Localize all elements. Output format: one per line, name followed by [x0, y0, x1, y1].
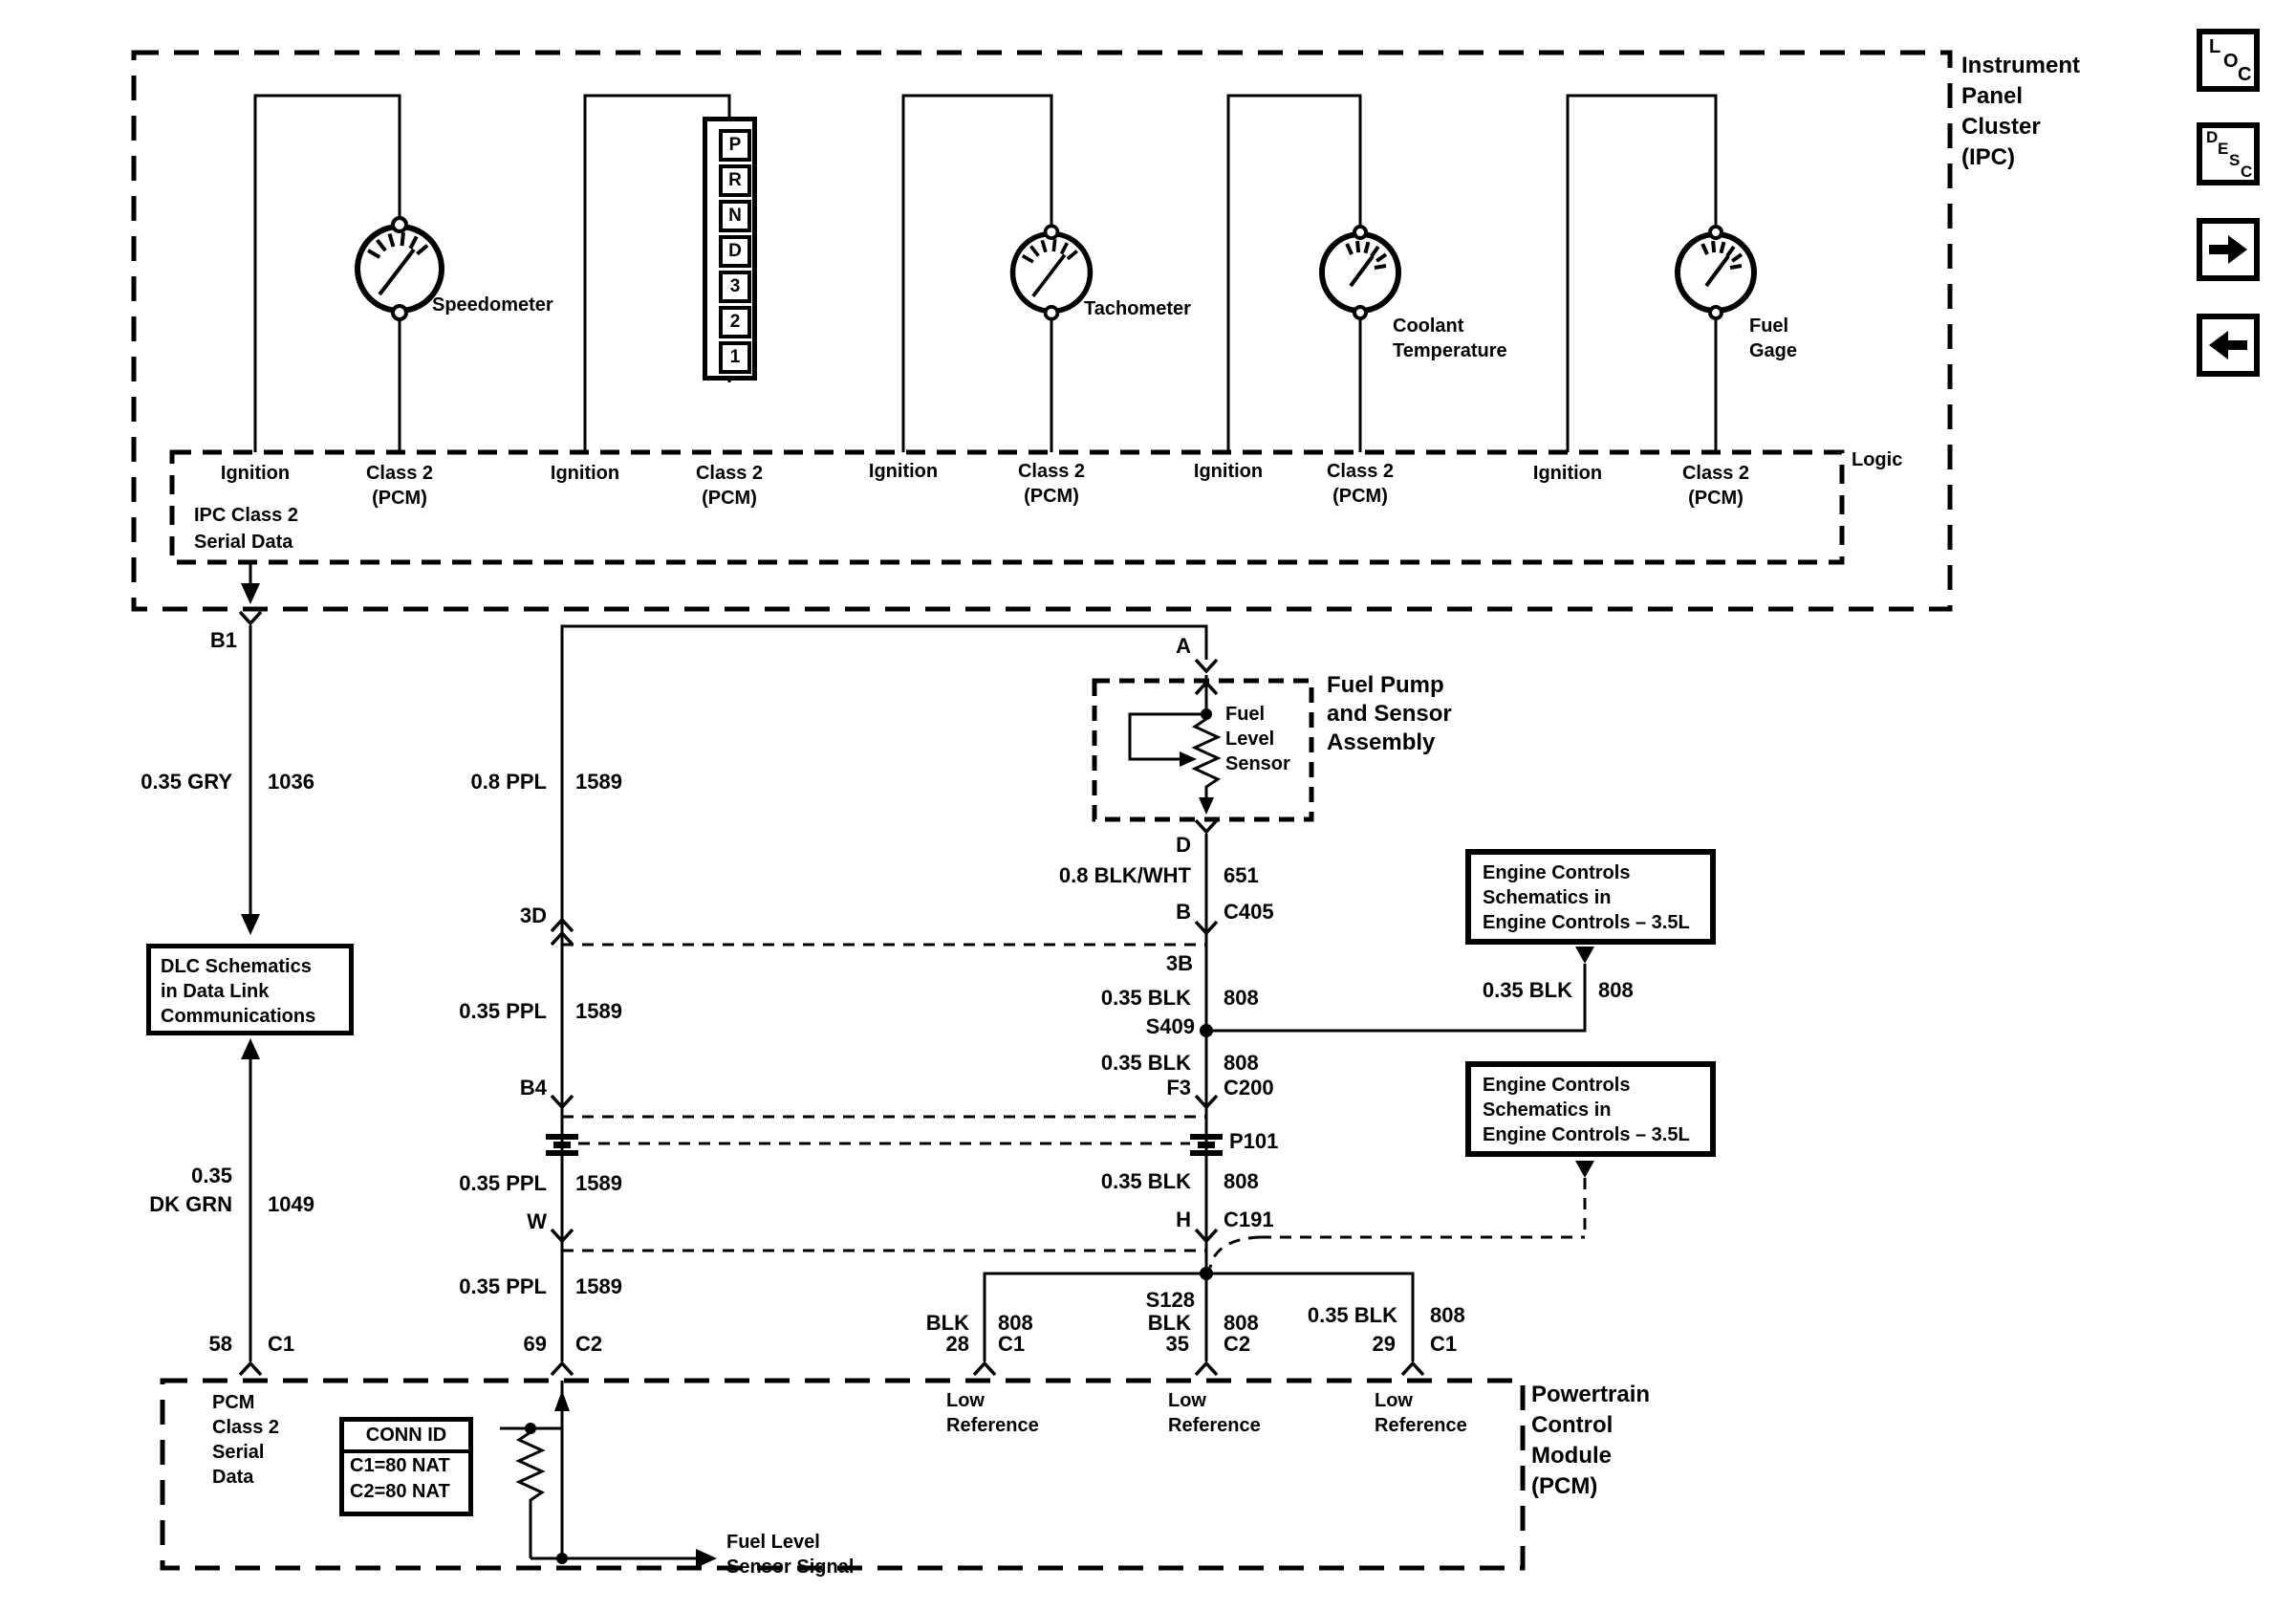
- arrow-right-icon: [696, 1549, 717, 1568]
- low-reference-label: Low: [1168, 1390, 1206, 1411]
- arrow-down-icon: [241, 914, 260, 935]
- connector-id-label: C200: [1224, 1076, 1274, 1099]
- sensor-label: Fuel: [1225, 704, 1266, 725]
- pin-number-label: 58: [208, 1332, 232, 1356]
- pcm-serial-label: PCM: [212, 1392, 255, 1413]
- pin-number-label: 28: [945, 1332, 969, 1356]
- conn-id-table: [339, 1417, 473, 1516]
- sensor-label: Sensor: [1225, 753, 1290, 774]
- arrow-up-icon: [554, 1390, 570, 1411]
- connector-chevron-icon: [240, 612, 261, 623]
- arrow-down-icon: [1199, 797, 1214, 815]
- wire-spec-label: 0.35 BLK: [1100, 1051, 1191, 1075]
- terminal-label-d: D: [1176, 833, 1191, 857]
- pcm-title: (PCM): [1531, 1473, 1598, 1499]
- fuel-gage-icon: [1678, 227, 1754, 318]
- gauge-label: Temperature: [1393, 340, 1507, 361]
- pcm-title: Control: [1531, 1412, 1614, 1438]
- connector-id-label: C2: [1224, 1332, 1251, 1356]
- left-arrow-icon: [2209, 331, 2247, 359]
- circuit-number-label: 808: [1224, 1169, 1259, 1193]
- terminal-label-a: A: [1176, 634, 1191, 658]
- grommet-label-p101: P101: [1229, 1129, 1279, 1153]
- speedometer-gauge-icon: [357, 218, 442, 319]
- tachometer-gauge-icon: [1013, 226, 1091, 319]
- pcm-title: Powertrain: [1531, 1382, 1651, 1407]
- wire-spec-label: 0.8 BLK/WHT: [1058, 863, 1191, 887]
- wire-spec-label: 0.35 BLK: [1307, 1303, 1397, 1327]
- wire-spec-label: 0.35 BLK: [1100, 1169, 1191, 1193]
- connector-id-label: C405: [1224, 900, 1274, 924]
- low-reference-label: Low: [1375, 1390, 1413, 1411]
- class2-label: Class 2: [1326, 461, 1395, 482]
- dlc-ref-line: in Data Link: [161, 981, 270, 1002]
- ipc-serial-label: Serial Data: [194, 532, 293, 553]
- connector-id-label: C191: [1224, 1208, 1274, 1231]
- class2-label: Class 2: [365, 463, 434, 484]
- ignition-label: Ignition: [1193, 461, 1264, 482]
- loc-button[interactable]: L O C: [2197, 29, 2260, 92]
- circuit-number-label: 1589: [575, 999, 622, 1023]
- circuit-number-label: 808: [998, 1311, 1033, 1335]
- connector-id-label: C1: [268, 1332, 295, 1356]
- prndl-cell: D: [719, 235, 751, 268]
- assembly-title: Assembly: [1327, 729, 1436, 755]
- pcm-serial-label: Class 2: [212, 1417, 280, 1438]
- ipc-gauge-wiring: [255, 96, 1716, 452]
- terminal-label-b4: B4: [519, 1076, 547, 1099]
- junction-dot: [525, 1423, 536, 1434]
- coolant-temperature-gauge-icon: [1322, 227, 1398, 318]
- circuit-number-label: 808: [1224, 986, 1259, 1010]
- conn-id-header: CONN ID: [344, 1422, 468, 1453]
- circuit-number-label: 1049: [268, 1192, 314, 1216]
- pin-chevron-icon: [1196, 1363, 1217, 1375]
- arrow-down-icon: [1575, 1161, 1594, 1178]
- prndl-cell: P: [719, 129, 751, 162]
- connector-id-label: C1: [998, 1332, 1026, 1356]
- engine-ref-line: Engine Controls: [1483, 862, 1631, 883]
- ignition-label: Ignition: [220, 463, 291, 484]
- ignition-label: Ignition: [550, 463, 620, 484]
- assembly-title: Fuel Pump: [1327, 672, 1444, 698]
- ipc-title: Panel: [1961, 83, 2024, 109]
- connector-dashed-lines: [562, 945, 1585, 1268]
- engine-controls-reference-box[interactable]: [1465, 849, 1716, 945]
- pin-number-label: 35: [1165, 1332, 1189, 1356]
- wire-spec-label: DK GRN: [149, 1192, 232, 1216]
- terminal-label-b1: B1: [209, 628, 237, 652]
- conn-id-row: C2=80 NAT: [350, 1481, 450, 1502]
- engine-ref-line: Engine Controls – 3.5L: [1483, 1124, 1690, 1145]
- engine-controls-reference-box[interactable]: [1465, 1061, 1716, 1157]
- arrow-down-icon: [241, 583, 260, 604]
- engine-ref-line: Schematics in: [1483, 1099, 1612, 1121]
- circuit-number-label: 1036: [268, 770, 314, 794]
- engine-ref-line: Schematics in: [1483, 887, 1612, 908]
- prndl-cell: 2: [719, 306, 751, 338]
- arrow-up-icon: [241, 1038, 260, 1059]
- terminal-label-3d: 3D: [519, 903, 547, 927]
- junction-dot: [1201, 708, 1212, 720]
- low-reference-label: Low: [946, 1390, 985, 1411]
- splice-label-s128: S128: [1145, 1288, 1195, 1312]
- connector-chevron-icon: [1196, 660, 1217, 671]
- ipc-box: [134, 53, 1950, 609]
- wire-spec-label: 0.35 BLK: [1100, 986, 1191, 1010]
- dlc-reference-box[interactable]: [146, 944, 354, 1035]
- terminal-label-w: W: [527, 1209, 547, 1233]
- engine-ref-line: Engine Controls – 3.5L: [1483, 912, 1690, 933]
- arrow-down-icon: [1575, 947, 1594, 964]
- ipc-title: (IPC): [1961, 144, 2015, 170]
- wire-spec-label: 0.35 BLK: [1482, 978, 1572, 1002]
- grommet-p101-icon: [1190, 1134, 1223, 1156]
- circuit-number-label: 808: [1598, 978, 1634, 1002]
- prndl-cell: R: [719, 164, 751, 197]
- prndl-cell: 1: [719, 341, 751, 374]
- class2-label: (PCM): [372, 488, 427, 509]
- class2-label: (PCM): [1332, 486, 1388, 507]
- signal-label: Fuel Level: [726, 1532, 820, 1553]
- circuit-number-label: 1589: [575, 1171, 622, 1195]
- wiper-arrow-icon: [1180, 751, 1197, 767]
- wire-spec-label: 0.35: [191, 1164, 232, 1187]
- connector-id-label: C1: [1430, 1332, 1458, 1356]
- class2-label: Class 2: [1681, 463, 1750, 484]
- wire-spec-label: 0.35 PPL: [459, 1274, 547, 1298]
- ipc-title: Cluster: [1961, 114, 2041, 140]
- circuit-number-label: 1589: [575, 770, 622, 794]
- ipc-serial-label: IPC Class 2: [194, 505, 298, 526]
- wire-spec-label: 0.35 GRY: [141, 770, 232, 794]
- class2-label: Class 2: [695, 463, 764, 484]
- gauge-label: Speedometer: [432, 294, 553, 316]
- pcm-title: Module: [1531, 1443, 1612, 1469]
- prndl-cell: N: [719, 200, 751, 232]
- pcm-internal-wiring: [500, 1381, 696, 1558]
- gauge-label: Tachometer: [1084, 298, 1191, 319]
- terminal-label-h: H: [1176, 1208, 1191, 1231]
- conn-id-row: C1=80 NAT: [350, 1455, 450, 1476]
- wire-spec-label: BLK: [925, 1311, 969, 1335]
- wire-spec-label: 0.35 PPL: [459, 999, 547, 1023]
- grommet-p101-icon: [546, 1134, 578, 1156]
- terminal-label-b: B: [1176, 900, 1191, 924]
- pcm-serial-label: Data: [212, 1467, 254, 1488]
- pin-number-label: 29: [1372, 1332, 1396, 1356]
- logic-label: Logic: [1852, 449, 1903, 470]
- terminal-label-f3: F3: [1166, 1076, 1191, 1099]
- class2-label: (PCM): [1024, 486, 1079, 507]
- circuit-number-label: 651: [1224, 863, 1259, 887]
- circuit-number-label: 808: [1224, 1311, 1259, 1335]
- engine-ref-line: Engine Controls: [1483, 1075, 1631, 1096]
- circuit-number-label: 1589: [575, 1274, 622, 1298]
- wire-spec-label: BLK: [1147, 1311, 1191, 1335]
- low-reference-label: Reference: [1375, 1415, 1467, 1436]
- prndl-indicator: [703, 117, 757, 381]
- pin-number-label: 69: [523, 1332, 547, 1356]
- low-reference-label: Reference: [946, 1415, 1039, 1436]
- gauge-label: Fuel: [1749, 316, 1789, 337]
- terminal-label-3b: 3B: [1165, 951, 1193, 975]
- connector-id-label: C2: [575, 1332, 603, 1356]
- pcm-serial-label: Serial: [212, 1442, 265, 1463]
- pin-chevron-icon: [552, 1363, 573, 1375]
- dlc-ref-line: DLC Schematics: [161, 956, 312, 977]
- circuit-number-label: 808: [1224, 1051, 1259, 1075]
- pin-chevron-icon: [240, 1363, 261, 1375]
- desc-button[interactable]: D E S C: [2197, 122, 2260, 185]
- assembly-title: and Sensor: [1327, 701, 1452, 727]
- pin-chevron-icon: [1402, 1363, 1423, 1375]
- ignition-label: Ignition: [868, 461, 939, 482]
- ipc-title: Instrument: [1961, 53, 2081, 78]
- sensor-label: Level: [1225, 729, 1275, 750]
- junction-dot: [556, 1553, 568, 1564]
- gauge-label: Coolant: [1393, 316, 1464, 337]
- signal-label: Sensor Signal: [726, 1557, 855, 1578]
- ignition-label: Ignition: [1532, 463, 1603, 484]
- class2-label: Class 2: [1017, 461, 1086, 482]
- circuit-number-label: 808: [1430, 1303, 1465, 1327]
- back-button[interactable]: [2197, 314, 2260, 377]
- splice-label-s409: S409: [1145, 1014, 1195, 1038]
- forward-button[interactable]: [2197, 218, 2260, 281]
- dlc-ref-line: Communications: [161, 1006, 316, 1027]
- low-reference-label: Reference: [1168, 1415, 1261, 1436]
- class2-label: (PCM): [702, 488, 757, 509]
- pin-chevron-icon: [974, 1363, 995, 1375]
- class2-label: (PCM): [1688, 488, 1744, 509]
- connector-chevron-icon: [1196, 820, 1217, 832]
- gauge-label: Gage: [1749, 340, 1798, 361]
- wire-spec-label: 0.35 PPL: [459, 1171, 547, 1195]
- prndl-cell: 3: [719, 271, 751, 303]
- right-arrow-icon: [2209, 235, 2247, 264]
- wire-spec-label: 0.8 PPL: [470, 770, 547, 794]
